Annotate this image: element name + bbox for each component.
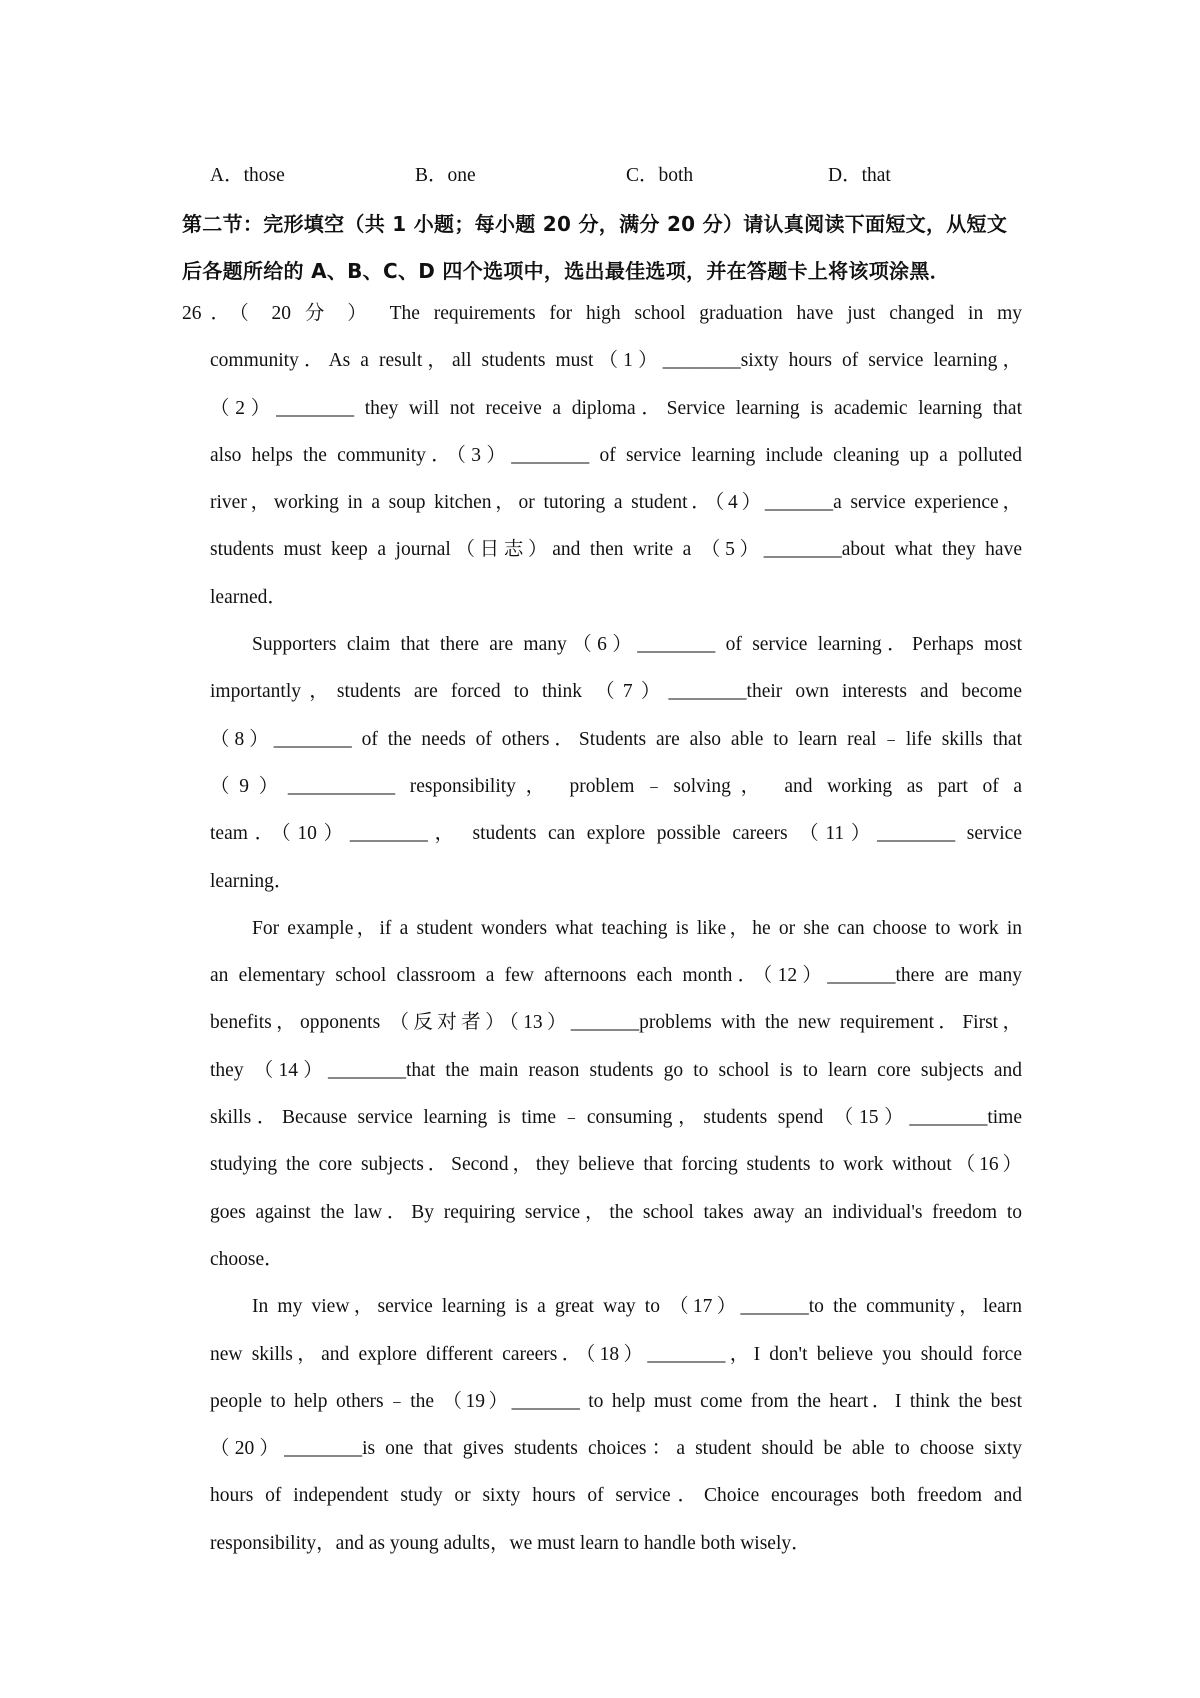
- passage-line: skills．Because service learning is time﹣consuming，students spend （15）________time: [210, 1107, 1022, 1129]
- previous-question-options: [210, 159, 1010, 189]
- section-header-line: 第二节：完形填空（共 1 小题；每小题 20 分，满分 20 分）请认真阅读下面短文，从短文: [182, 212, 1008, 236]
- passage-line: studying the core subjects．Second，they believe that forcing students to work without（16）: [210, 1154, 1022, 1176]
- section-header: [182, 200, 1022, 295]
- passage-line: （9）___________ responsibility， problem﹣solving， and working as part of a: [210, 775, 1022, 797]
- passage-line: team．（10）________， students can explore possible careers （11）________ service: [210, 823, 1022, 845]
- passage-line: For example，if a student wonders what teaching is like，he or she can choose to work in: [252, 917, 1022, 939]
- passage-line: Supporters claim that there are many（6）________ of service learning．Perhaps most: [252, 634, 1022, 656]
- passage-line: benefits，opponents （反对者）（13）_______problems with the new requirement．First，: [210, 1012, 1022, 1034]
- passage-line: learning．: [210, 870, 294, 892]
- passage-line: students must keep a journal（日志）and then write a （5）________about what they have: [210, 539, 1022, 561]
- passage-line: choose．: [210, 1248, 284, 1270]
- passage-line: In my view，service learning is a great way to （17）_______to the community，learn: [252, 1296, 1022, 1318]
- passage-line: also helps the community．（3）________ of service learning include cleaning up a polluted: [210, 444, 1022, 466]
- passage-line: responsibility，and as young adults，we must learn to handle both wisely．: [210, 1532, 811, 1554]
- passage-line: goes against the law．By requiring service，the school takes away an individual's freedom to: [210, 1201, 1022, 1223]
- passage-line: hours of independent study or sixty hours of service．Choice encourages both freedom and: [210, 1485, 1022, 1507]
- passage-line: 26．（ 20 分 ） The requirements for high school graduation have just changed in my: [182, 303, 1022, 324]
- passage-line: community．As a result，all students must（1）________sixty hours of service learning，: [210, 350, 1022, 372]
- option-d: D．that: [828, 165, 891, 186]
- passage-line: new skills，and explore different careers．（18）________，I don't believe you should force: [210, 1343, 1022, 1365]
- option-b: B．one: [415, 165, 476, 186]
- passage-line: an elementary school classroom a few afternoons each month．（12）_______there are many: [210, 965, 1022, 987]
- passage-line: people to help others﹣the （19）_______ to help must come from the heart．I think the best: [210, 1390, 1022, 1412]
- passage-line: they （14）________that the main reason students go to school is to learn core subjects and: [210, 1059, 1022, 1081]
- passage-line: river，working in a soup kitchen，or tutoring a student．（4）_______a service experience，: [210, 492, 1022, 514]
- passage-line: （8）________ of the needs of others．Students are also able to learn real﹣life skills that: [210, 728, 1022, 750]
- passage-line: learned．: [210, 586, 287, 608]
- passage-line: importantly，students are forced to think （7）________their own interests and become: [210, 681, 1022, 703]
- passage-line: （20）________is one that gives students choices：a student should be able to choose sixty: [210, 1438, 1022, 1460]
- cloze-question-26: [182, 290, 1022, 1567]
- option-a: A．those: [210, 165, 285, 186]
- passage-line: （2）________ they will not receive a diploma．Service learning is academic learning that: [210, 397, 1022, 419]
- option-c: C．both: [626, 165, 694, 186]
- section-header-line: 后各题所给的 A、B、C、D 四个选项中，选出最佳选项，并在答题卡上将该项涂黑．: [182, 259, 950, 284]
